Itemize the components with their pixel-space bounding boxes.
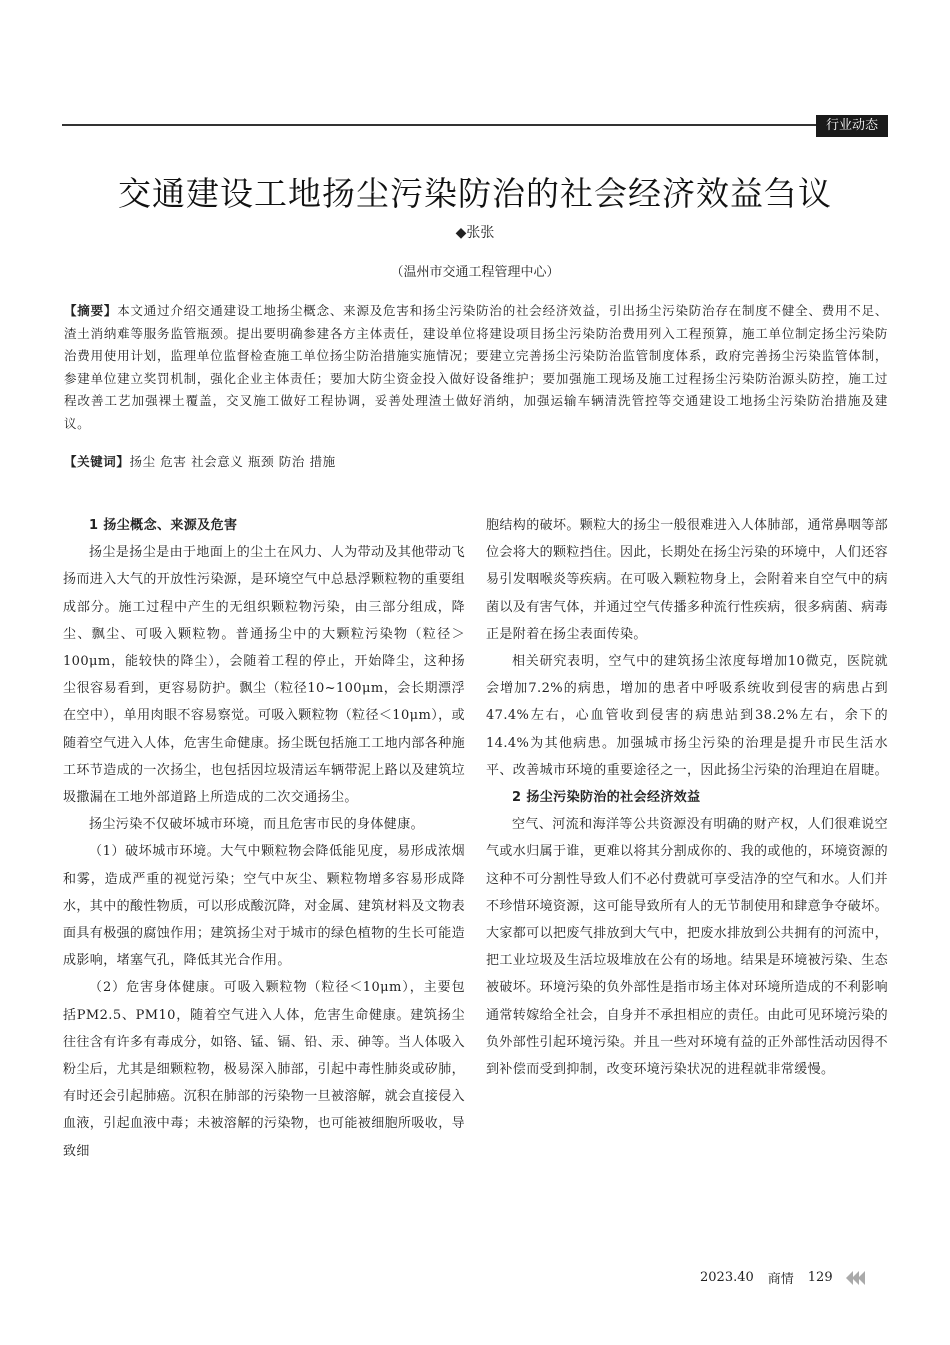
- paragraph: 空气、河流和海洋等公共资源没有明确的财产权，人们很难说空气或水归属于谁，更难以将其分割成你的、我的或他的，环境资源的这种不可分割性导致人们不必付费就可享受洁净的空气和水。人们并不珍惜环境资源，这可能导致所有人的无节制使用和肆意争夺破坏。大家都可以把废气排放到大气中，把废水排放到公共拥有的河流中，把工业垃圾及生活垃圾堆放在公有的场地。结果是环境被污染、生态被破坏。环境污染的负外部性是指市场主体对环境所造成的不利影响通常转嫁给全社会，自身并不承担相应的责任。由此可见环境污染的负外部性引起环境污染。并且一些对环境有益的正外部性活动因得不到补偿而受到抑制，改变环境污染状况的进程就非常缓慢。: [486, 817, 889, 1078]
- issue-number: 2023.40: [700, 1270, 754, 1285]
- left-column: [63, 512, 465, 1165]
- abstract-text: 本文通过介绍交通建设工地扬尘概念、来源及危害和扬尘污染防治的社会经济效益，引出扬尘污染防治存在制度不健全、费用不足、渣土消纳难等服务监管瓶颈。提出要明确参建各方主体责任，建设单位将建设项目扬尘污染防治费用列入工程预算，施工单位制定扬尘污染防治费用使用计划，监理单位监督检查施工单位扬尘防治措施实施情况；要建立完善扬尘污染防治监管制度体系，政府完善扬尘污染监管体制，参建单位建立奖罚机制，强化企业主体责任；要加大防尘资金投入做好设备维护；要加强施工现场及施工过程扬尘污染防治源头防控，施工过程改善工艺加强裸土覆盖，交叉施工做好工程协调，妥善处理渣土做好消纳，加强运输车辆清洗管控等交通建设工地扬尘污染防治措施及建议。: [64, 303, 888, 431]
- page-number: 129: [807, 1270, 833, 1285]
- paragraph: （1）破坏城市环境。大气中颗粒物会降低能见度，易形成浓烟和雾，造成严重的视觉污染；空气中灰尘、颗粒物增多容易形成降水，其中的酸性物质，可以形成酸沉降，对金属、建筑材料及文物表面具有极强的腐蚀作用；建筑扬尘对于城市的绿色植物的生长可能造成影响，堵塞气孔，降低其光合作用。: [63, 844, 466, 969]
- article-title: 交通建设工地扬尘污染防治的社会经济效益刍议: [118, 174, 832, 213]
- affiliation: （温州市交通工程管理中心）: [390, 265, 560, 280]
- paragraph: 胞结构的破坏。颗粒大的扬尘一般很难进入人体肺部，通常鼻咽等部位会将大的颗粒挡住。因此，长期处在扬尘污染的环境中，人们还容易引发咽喉炎等疾病。在可吸入颗粒物身上，会附着来自空气中的病菌以及有害气体，并通过空气传播多种流行性疾病，很多病菌、病毒正是附着在扬尘表面传染。: [486, 518, 889, 642]
- section-heading-2: 2 扬尘污染防治的社会经济效益: [512, 790, 701, 806]
- right-column: [486, 512, 888, 1083]
- section-heading-1: 1 扬尘概念、来源及危害: [89, 518, 238, 533]
- abstract-label: 【摘要】: [64, 303, 118, 318]
- arrows-icon: [847, 1271, 865, 1285]
- header-rule: [62, 124, 818, 126]
- paragraph: 相关研究表明，空气中的建筑扬尘浓度每增加10微克，医院就会增加7.2%的病患，增加的患者中呼吸系统收到侵害的病患占到47.4%左右，心血管收到侵害的病患站到38.2%左右，余下的14.4%为其他病患。加强城市扬尘污染的治理是提升市民生活水平、改善城市环境的重要途径之一，因此扬尘污染的治理迫在眉睫。: [486, 654, 889, 778]
- abstract: [64, 300, 888, 435]
- paragraph: （2）危害身体健康。可吸入颗粒物（粒径＜10μm），主要包括PM2.5、PM10，随着空气进入人体，危害生命健康。建筑扬尘往往含有许多有毒成分，如铬、锰、镉、铅、汞、砷等。当人体吸入粉尘后，尤其是细颗粒物，极易深入肺部，引起中毒性肺炎或矽肺，有时还会引起肺癌。沉积在肺部的污染物一旦被溶解，就会直接侵入血液，引起血液中毒；未被溶解的污染物，也可能被细胞所吸收，导致细: [63, 980, 466, 1159]
- author: ◆张张: [455, 225, 495, 241]
- paragraph: 扬尘污染不仅破坏城市环境，而且危害市民的身体健康。: [89, 817, 425, 833]
- keywords: [64, 451, 888, 473]
- page-footer: [700, 1268, 865, 1287]
- keywords-text: 扬尘 危害 社会意义 瓶颈 防治 措施: [129, 454, 336, 469]
- keywords-label: 【关键词】: [64, 454, 130, 469]
- journal-name: 商情: [767, 1272, 794, 1287]
- paragraph: 扬尘是扬尘是由于地面上的尘土在风力、人为带动及其他带动飞扬而进入大气的开放性污染源，是环境空气中总悬浮颗粒物的重要组成部分。施工过程中产生的无组织颗粒物污染，由三部分组成，降尘、飘尘、可吸入颗粒物。普通扬尘中的大颗粒污染物（粒径＞100μm，能较快的降尘），会随着工程的停止，开始降尘，这种扬尘很容易看到，更容易防护。飘尘（粒径10~100μm，会长期漂浮在空中），单用肉眼不容易察觉。可吸入颗粒物（粒径＜10μm），或随着空气进入人体，危害生命健康。扬尘既包括施工工地内部各种施工环节造成的一次扬尘，也包括因垃圾清运车辆带泥上路以及建筑垃圾撒漏在工地外部道路上所造成的二次交通扬尘。: [63, 545, 466, 806]
- section-tag: 行业动态: [816, 115, 888, 137]
